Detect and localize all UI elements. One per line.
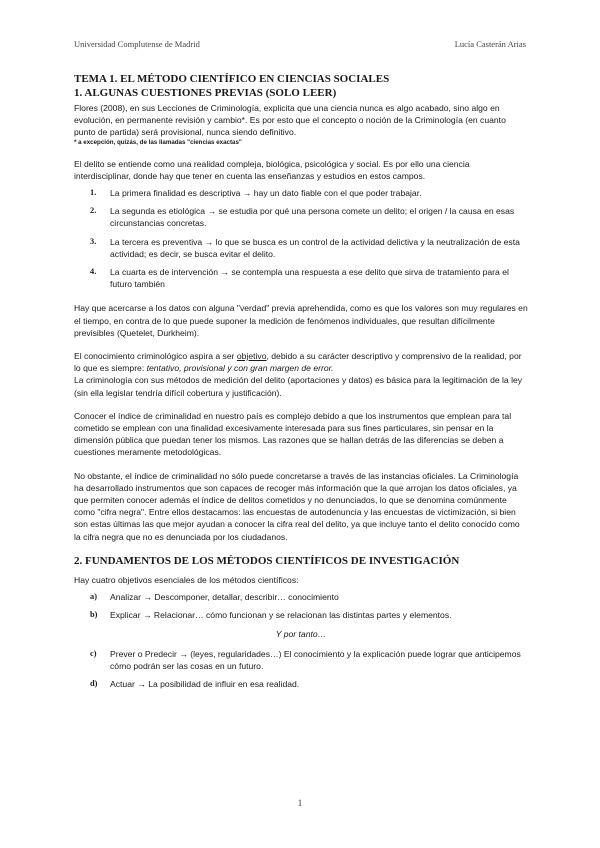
list-text: Explicar → Relacionar… cómo funcionan y se relacionan las distintas partes y elementos. — [110, 610, 452, 621]
section-2-heading: 2. FUNDAMENTOS DE LOS MÉTODOS CIENTÍFICOS DE INVESTIGACIÓN — [74, 554, 460, 567]
list-item — [74, 266, 528, 290]
list-item — [74, 678, 528, 690]
paragraph-datos: Hay que acercarse a los datos con alguna "verdad" previa aprehendida, como es que los valores son muy regulares en el tiempo, en contra de lo que puede suponer la medición de fenómenos individuales, que resultan difícilmente previsibles (Quetelet, Durkheim). — [74, 303, 528, 338]
list-number: a) — [90, 592, 97, 602]
paragraph-conocimiento — [74, 350, 528, 374]
list-item — [74, 648, 528, 672]
list-text: La segunda es etiológica → se estudia por qué una persona comete un delito; el origen / la causa en esas circunstancias concretas. — [110, 206, 515, 229]
objetivos-list-ab — [74, 591, 528, 621]
footnote: * a excepción, quizás, de las llamadas "ciencias exactas" — [74, 138, 242, 146]
paragraph-no-obstante: No obstante, el índice de criminalidad no sólo puede concretarse a través de las instancias oficiales. La Criminología ha desarrollado instrumentos que son capaces de recoger más información que la que arrojan los datos oficiales, ya que permiten conocer además el índice de delitos cometidos y no denunciados, lo que se denomina comúnmente como "cifra negra". Entre ellos destacamos: las encuestas de autodenuncia y las encuestas de victimización, si bien son estas últimas las que mejor ayudan a conocer la cifra real del delito, ya que incluye tanto el delito conocido como la cifra negra que no es denunciada por los ciudadanos. — [74, 470, 520, 542]
list-number: c) — [90, 648, 97, 658]
list-item — [74, 236, 528, 260]
list-item — [74, 187, 528, 199]
list-item — [74, 609, 528, 621]
list-text: La cuarta es de intervención → se contempla una respuesta a ese delito que sirva de tratamiento para el futuro también — [110, 267, 509, 290]
list-item — [74, 205, 528, 229]
header-author: Lucía Casterán Arias — [454, 39, 526, 49]
list-number: 3. — [90, 236, 97, 246]
list-number: 4. — [90, 267, 97, 277]
list-number: 2. — [90, 206, 97, 216]
conocimiento-underlined: objetivo — [236, 351, 267, 362]
header-university: Universidad Complutense de Madrid — [74, 39, 200, 49]
paragraph-delito: El delito se entiende como una realidad compleja, biológica, psicológica y social. Es por ello una ciencia interdisciplinar, donde hay que tener en cuenta las enseñanzas y estudios en estos campos. — [74, 158, 470, 181]
list-number: b) — [90, 610, 98, 620]
paragraph-indice: Conocer el índice de criminalidad en nuestro país es complejo debido a que los instrumentos que emplean para tal cometido se emplean con una finalidad excesivamente interesada para sus fines particulares, sin pensar en la dimensión pública que puedan tener los mismos. Las razones que se hallan detrás de las diferencias se deben a cuestiones meramente metodológicas. — [74, 410, 512, 458]
page-number: 1 — [297, 798, 303, 808]
por-tanto-text: Y por tanto… — [275, 628, 327, 639]
conocimiento-text-b: , debido a su carácter descriptivo y comprensivo de la realidad, por lo que es siempre: — [74, 351, 522, 374]
conocimiento-italic: tentativo, provisional y con gran margen de error. — [146, 363, 334, 374]
document-title: TEMA 1. EL MÉTODO CIENTÍFICO EN CIENCIAS SOCIALES — [74, 73, 390, 85]
list-item — [74, 591, 528, 603]
list-text: Prever o Predecir → (leyes, regularidades…) El conocimiento y la explicación puede lograr que anticipemos cómo podrán ser las cosas en un futuro. — [110, 648, 521, 671]
section-2-intro: Hay cuatro objetivos esenciales de los métodos científicos: — [74, 574, 299, 585]
list-text: Actuar → La posibilidad de influir en esa realidad. — [110, 679, 300, 690]
section-1-heading: 1. ALGUNAS CUESTIONES PREVIAS (SOLO LEER) — [74, 87, 337, 99]
objetivos-list-cd — [74, 648, 528, 691]
list-text: Analizar → Descomponer, detallar, describir… conocimiento — [110, 592, 339, 603]
list-number: d) — [90, 679, 98, 689]
paragraph-legitimacion: La criminología con sus métodos de medición del delito (aportaciones y datos) es básica para la legitimación de la ley (sin ella legislar tendría difícil cobertura y justificación). — [74, 375, 523, 398]
list-number: 1. — [90, 188, 97, 198]
page-content — [74, 72, 528, 696]
conocimiento-text-a: El conocimiento criminológico aspira a ser — [74, 351, 237, 362]
finalidades-list — [74, 187, 528, 290]
list-text: La primera finalidad es descriptiva → hay un dato fiable con el que poder trabajar. — [110, 188, 422, 199]
section-1-intro: Flores (2008), en sus Lecciones de Criminología, explicita que una ciencia nunca es algo acabado, sino algo en evolución, en permanente revisión y cambio*. Es por esto que el concepto o noción de la Criminología (en cuanto punto de partida) será provisional, nunca siendo definitivo. — [74, 103, 506, 138]
list-text: La tercera es preventiva → lo que se busca es un control de la actividad delictiva y la neutralización de esta actividad; es decir, se busca evitar el delito. — [110, 236, 520, 259]
